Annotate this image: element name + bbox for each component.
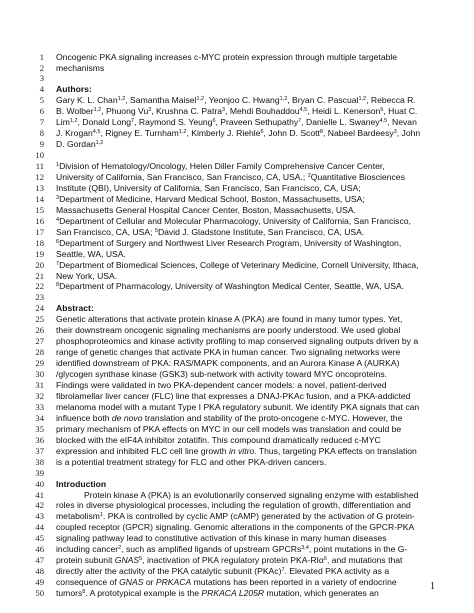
text-line	[0, 292, 474, 303]
line-text: $^8$Department of Pharmacology, University of Washington Medical Center, Seattle, WA, USA.	[56, 281, 405, 292]
line-number: 28	[35, 347, 44, 358]
text-line	[0, 511, 474, 522]
line-text: University of California, San Francisco, San Francisco, CA, USA.; $^2$Quantitative Biosciences	[56, 171, 405, 182]
text-line	[0, 435, 474, 446]
line-text: signaling pathway lead to constitutive activation of this kinase in many human diseases	[56, 533, 387, 544]
line-text: Genetic alterations that activate protein kinase A (PKA) are found in many tumor types. Yet,	[56, 314, 403, 325]
line-text: Lim$^{1,2}$, Donald Long$^7$, Raymond S. Yeung$^6$, Praveen Sethupathy$^7$, Danielle L. Swaney$^{4,5}$, Nevan	[56, 117, 417, 128]
text-line	[0, 380, 474, 391]
text-line	[0, 358, 474, 369]
line-text: identified downstream of PKA: RAS/MAPK components, and an Aurora Kinase A (AURKA)	[56, 358, 400, 369]
line-number: 49	[35, 577, 44, 588]
text-line	[0, 281, 474, 292]
line-text: $^4$Department of Cellular and Molecular Pharmacology, University of California, San Francisco,	[56, 215, 411, 226]
line-number: 7	[39, 117, 44, 128]
text-line	[0, 413, 474, 424]
text-line	[0, 117, 474, 128]
line-number: 15	[35, 204, 44, 215]
text-line	[0, 391, 474, 402]
text-line	[0, 577, 474, 588]
line-text: Seattle, WA, USA.	[56, 248, 126, 259]
line-number: 13	[35, 182, 44, 193]
text-line	[0, 128, 474, 139]
text-line	[0, 303, 474, 314]
text-line	[0, 73, 474, 84]
text-line	[0, 271, 474, 282]
text-line	[0, 468, 474, 479]
line-number: 26	[35, 325, 44, 336]
line-text: Protein kinase A (PKA) is an evolutionarily conserved signaling enzyme with established	[84, 489, 419, 500]
line-number: 31	[35, 380, 44, 390]
line-number: 25	[35, 314, 44, 325]
line-number: 40	[35, 478, 44, 489]
line-text: phosphoproteomics and kinase activity profiling to map conserved signaling outputs driven by a	[56, 336, 419, 347]
text-line	[0, 260, 474, 271]
text-line	[0, 479, 474, 490]
line-number: 8	[39, 128, 44, 139]
line-number: 37	[35, 445, 44, 456]
line-number: 20	[35, 259, 44, 270]
line-number: 46	[35, 544, 44, 555]
line-text: tumors$^8$. A prototypical example is the PRKACA L205R mutation, which generates an	[56, 588, 379, 598]
line-number: 10	[35, 150, 44, 161]
text-line	[0, 52, 474, 63]
text-line	[0, 314, 474, 325]
line-text: blocked with the eIF4A inhibitor zotatifin. This compound dramatically reduced c-MYC	[56, 434, 381, 445]
text-line	[0, 194, 474, 205]
line-number: 35	[35, 423, 44, 434]
line-text: Institute (QBI), University of California, San Francisco, San Francisco, CA, USA;	[56, 182, 361, 193]
text-line	[0, 205, 474, 216]
text-line	[0, 95, 474, 106]
line-text: D. Gordan$^{1,2}$	[56, 139, 104, 150]
line-text: consequence of GNAS or PRKACA mutations has been reported in a variety of endocrine	[56, 577, 397, 588]
line-number: 39	[35, 467, 44, 478]
text-line	[0, 84, 474, 95]
text-line	[0, 63, 474, 74]
line-number: 21	[35, 270, 44, 281]
text-line	[0, 490, 474, 501]
line-number: 32	[35, 390, 44, 401]
line-number: 34	[35, 412, 44, 423]
line-text: Massachusetts General Hospital Cancer Center, Boston, Massachusetts, USA.	[56, 204, 356, 215]
line-number: 29	[35, 358, 44, 369]
text-line	[0, 150, 474, 161]
line-text: B. Wolber$^{1,2}$, Phuong Vu$^3$, Krushna C. Patra$^3$, Mehdi Bouhaddou$^{4,5}$, Heidi L. Kenerson$^6$, Huat C.	[56, 106, 418, 117]
line-text: New York, USA.	[56, 270, 118, 281]
text-line	[0, 457, 474, 468]
text-line	[0, 161, 474, 172]
line-text: melanoma model with a mutant Type I PKA regulatory subunit. We identify PKA signals that can	[56, 401, 420, 412]
line-text: expression and inhibited FLC cell line growth in vitro. Thus, targeting PKA effects on translation	[56, 445, 417, 456]
text-line	[0, 172, 474, 183]
text-line	[0, 106, 474, 117]
line-number: 30	[35, 369, 44, 379]
line-number: 33	[35, 401, 44, 412]
line-number: 41	[35, 489, 44, 500]
line-text: their downstream oncogenic signaling mechanisms are poorly understood. We used global	[56, 325, 401, 336]
line-text: protein subunit GNAS$^5$, inactivation of PKA regulatory protein PKA-RIα$^6$, and mutations that	[56, 555, 403, 566]
line-text: Oncogenic PKA signaling increases c-MYC protein expression through multiple targetable	[56, 51, 398, 62]
text-line	[0, 588, 474, 599]
line-number: 47	[35, 555, 44, 566]
line-text: /glycogen synthase kinase (GSK3) sub-network with activity toward MYC oncoproteins.	[56, 369, 388, 379]
line-number: 9	[39, 139, 44, 150]
line-text: San Francisco, CA, USA; $^5$David J. Gladstone Institute, San Francisco, CA, USA.	[56, 226, 365, 237]
text-line	[0, 139, 474, 150]
text-line	[0, 347, 474, 358]
line-number: 45	[35, 533, 44, 544]
line-number: 36	[35, 434, 44, 445]
line-text: influence both de novo translation and stability of the proto-oncogene c-MYC. However, the	[56, 412, 403, 423]
text-line	[0, 325, 474, 336]
line-text: range of genetic changes that activate PKA in human cancer. Two signaling networks were	[56, 347, 401, 358]
text-line	[0, 249, 474, 260]
text-line	[0, 566, 474, 577]
line-text: fibrolamellar liver cancer (FLC) line that expresses a DNAJ-PKAc fusion, and a PKA-addicted	[56, 390, 411, 401]
line-number: 16	[35, 215, 44, 226]
line-number: 44	[35, 522, 44, 533]
line-text: $^6$Department of Surgery and Northwest Liver Research Program, University of Washington,	[56, 237, 402, 248]
section-heading: Introduction	[56, 478, 107, 489]
line-text: Findings were validated in two PKA-dependent cancer models: a novel, patient-derived	[56, 380, 387, 390]
line-text: $^7$Department of Biomedical Sciences, College of Veterinary Medicine, Cornell University, Ithaca,	[56, 259, 419, 270]
line-number: 27	[35, 336, 44, 347]
line-number: 4	[39, 84, 44, 95]
text-line	[0, 446, 474, 457]
line-text: mechanisms	[56, 62, 105, 73]
line-number: 14	[35, 193, 44, 204]
line-number: 18	[35, 237, 44, 248]
text-line	[0, 544, 474, 555]
line-number: 12	[35, 171, 44, 182]
line-number: 3	[39, 73, 44, 84]
line-number: 19	[35, 248, 44, 259]
line-number: 43	[35, 511, 44, 522]
line-number: 1	[39, 51, 44, 62]
text-line	[0, 336, 474, 347]
line-number: 50	[35, 588, 44, 598]
text-line	[0, 424, 474, 435]
line-text: coupled receptor (GPCR) signaling. Genomic alterations in the components of the GPCR-PKA	[56, 522, 415, 533]
line-text: roles in diverse physiological processes, including the regulation of growth, differentiation and	[56, 500, 411, 511]
line-number: 42	[35, 500, 44, 511]
line-text: J. Krogan$^{4,5}$, Rigney E. Turnham$^{1,2}$, Kimberly J. Riehle$^6$, John D. Scott$^8$, Nabeel Bardeesy$^3$, John	[56, 128, 421, 139]
line-text: metabolism$^1$. PKA is controlled by cyclic AMP (cAMP) generated by the activation of G protein-	[56, 511, 415, 522]
line-text: primary mechanism of PKA effects on MYC in our cell models was translation and could be	[56, 423, 402, 434]
line-text: directly alter the activity of the PKA catalytic subunit (PKAc)$^7$. Elevated PKA activity as a	[56, 566, 390, 577]
text-line	[0, 533, 474, 544]
line-text: Gary K. L. Chan$^{1,2}$, Samantha Maisel$^{1,2}$, Yeonjoo C. Hwang$^{1,2}$, Bryan C. Pascual$^{1,2}$, Rebecca R.	[56, 95, 416, 106]
line-text: is a potential treatment strategy for FLC and other PKA-driven cancers.	[56, 456, 327, 467]
text-line	[0, 216, 474, 227]
line-text: including cancer$^2$, such as amplified ligands of upstream GPCRs$^{3,4}$, point mutations in the G-	[56, 544, 408, 555]
line-text: $^3$Department of Medicine, Harvard Medical School, Boston, Massachusetts, USA;	[56, 193, 365, 204]
line-number: 24	[35, 303, 44, 314]
line-number: 48	[35, 566, 44, 577]
text-line	[0, 402, 474, 413]
text-line	[0, 238, 474, 249]
line-number: 6	[39, 106, 44, 117]
page-number: 1	[430, 581, 435, 592]
text-line	[0, 183, 474, 194]
line-number: 23	[35, 292, 44, 303]
line-number: 11	[35, 161, 44, 171]
line-number: 22	[35, 281, 44, 292]
section-heading: Authors:	[56, 84, 92, 95]
section-heading: Abstract:	[56, 303, 94, 314]
text-line	[0, 227, 474, 238]
line-text: $^1$Division of Hematology/Oncology, Helen Diller Family Comprehensive Cancer Center,	[56, 161, 385, 171]
line-number: 17	[35, 226, 44, 237]
text-line	[0, 369, 474, 380]
line-number: 2	[39, 62, 44, 73]
line-number: 5	[39, 95, 44, 106]
line-number: 38	[35, 456, 44, 467]
text-line	[0, 555, 474, 566]
text-line	[0, 500, 474, 511]
text-line	[0, 522, 474, 533]
